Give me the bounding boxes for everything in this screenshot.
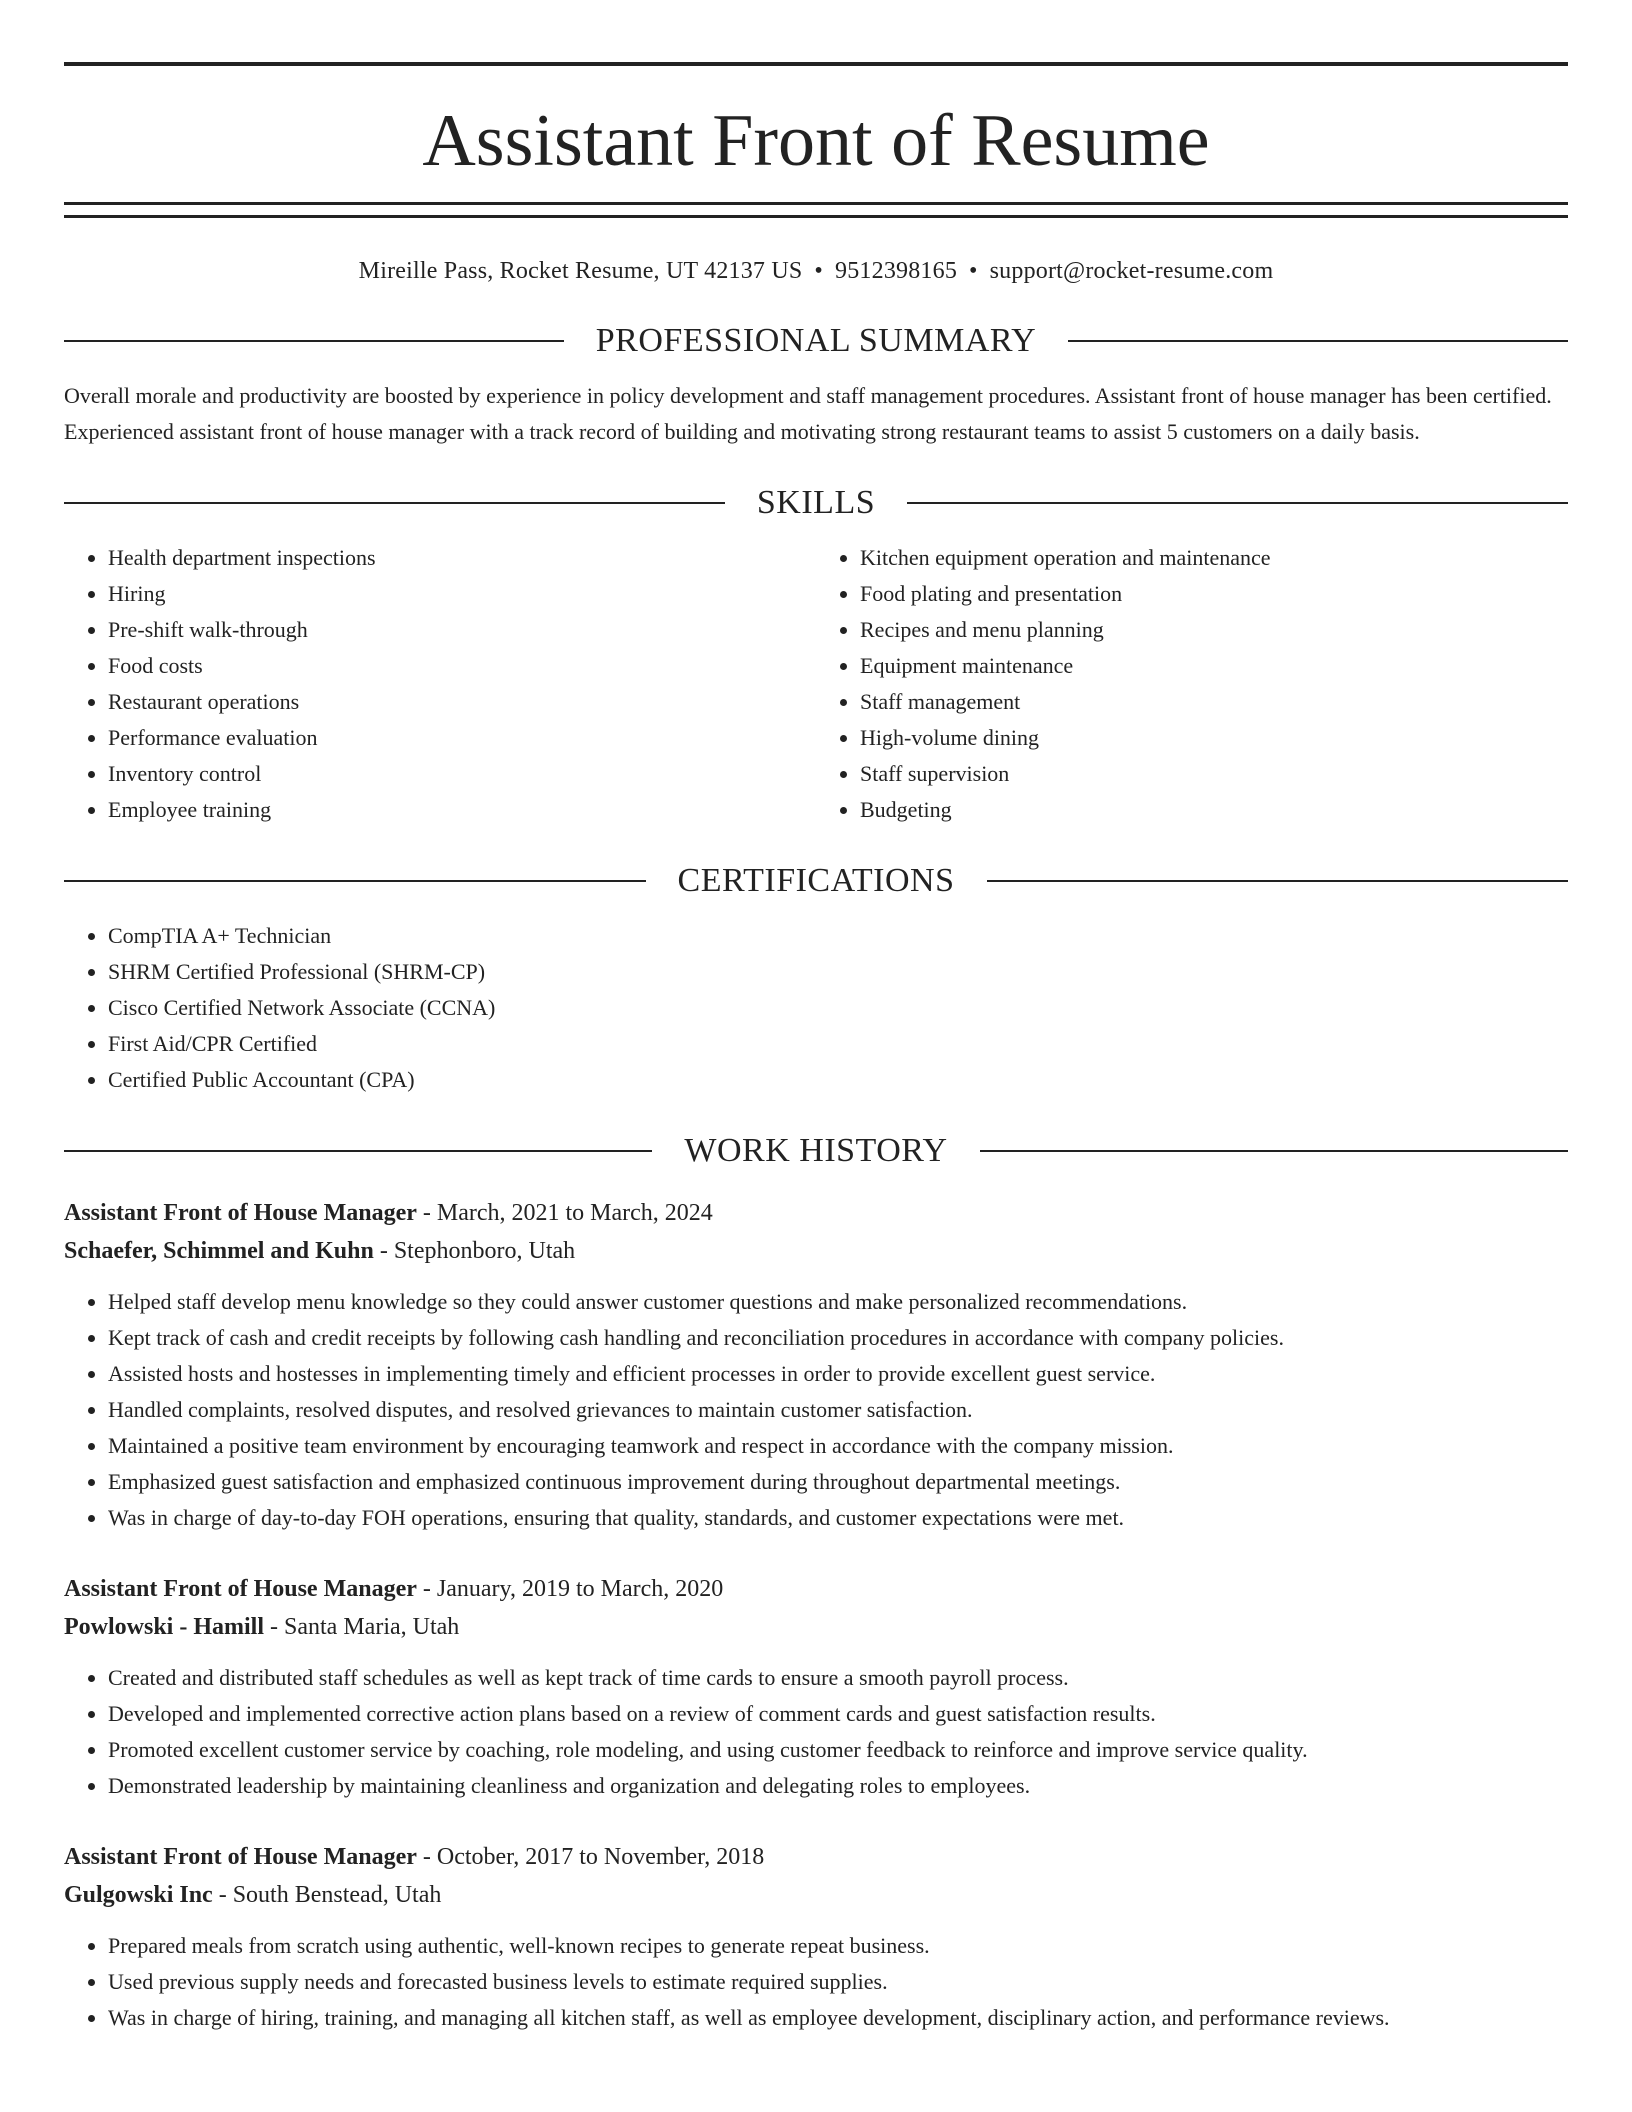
section-rule-right <box>987 880 1569 882</box>
job-location: - Stephonboro, Utah <box>373 1238 576 1264</box>
skill-item: • Staff supervision <box>860 756 1568 792</box>
job-bullet: • Prepared meals from scratch using authentic, well-known recipes to generate repeat business. <box>108 1928 1568 1964</box>
job-bullet: • Demonstrated leadership by maintaining cleanliness and organization and delegating roles to employees. <box>108 1768 1568 1804</box>
job-company-line <box>64 1876 1568 1914</box>
job-title-line <box>64 1838 1568 1876</box>
section-rule-right <box>907 502 1568 504</box>
top-rule <box>64 62 1568 66</box>
job-bullet: • Kept track of cash and credit receipts by following cash handling and reconciliation procedures in accordance with company policies. <box>108 1320 1568 1356</box>
skill-item: • Performance evaluation <box>108 720 816 756</box>
job-title: Assistant Front of House Manager <box>64 1844 417 1870</box>
section-rule-right <box>980 1150 1568 1152</box>
skill-item: • Recipes and menu planning <box>860 612 1568 648</box>
job-company-line <box>64 1608 1568 1646</box>
job-bullet: • Assisted hosts and hostesses in implementing timely and efficient processes in order to provide excellent guest service. <box>108 1356 1568 1392</box>
certification-item: • Cisco Certified Network Associate (CCNA) <box>108 990 1568 1026</box>
job-entry <box>64 1570 1568 1804</box>
job-bullet: • Created and distributed staff schedules as well as kept track of time cards to ensure a smooth payroll process. <box>108 1660 1568 1696</box>
certification-item: • Certified Public Accountant (CPA) <box>108 1062 1568 1098</box>
job-dates: - October, 2017 to November, 2018 <box>416 1844 765 1870</box>
skill-item: • Employee training <box>108 792 816 828</box>
job-bullet: • Developed and implemented corrective action plans based on a review of comment cards and guest satisfaction results. <box>108 1696 1568 1732</box>
summary-heading: PROFESSIONAL SUMMARY <box>595 322 1037 359</box>
job-dates: - January, 2019 to March, 2020 <box>416 1576 724 1602</box>
skill-item: • Budgeting <box>860 792 1568 828</box>
section-rule-right <box>1068 340 1568 342</box>
skill-item: • Staff management <box>860 684 1568 720</box>
job-dates: - March, 2021 to March, 2024 <box>416 1200 713 1226</box>
work-section-header <box>64 1128 1568 1174</box>
skill-item: • Pre-shift walk-through <box>108 612 816 648</box>
job-location: - Santa Maria, Utah <box>264 1614 460 1640</box>
title-double-rule <box>64 202 1568 218</box>
summary-section-header <box>64 318 1568 364</box>
contact-email: support@rocket-resume.com <box>989 258 1274 284</box>
certification-item: • First Aid/CPR Certified <box>108 1026 1568 1062</box>
skill-item: • Food costs <box>108 648 816 684</box>
job-company-line <box>64 1232 1568 1270</box>
section-rule-left <box>64 502 725 504</box>
job-bullets <box>64 1928 1568 2036</box>
certification-item: • SHRM Certified Professional (SHRM-CP) <box>108 954 1568 990</box>
job-company: Schaefer, Schimmel and Kuhn <box>64 1238 374 1264</box>
section-rule-left <box>64 340 564 342</box>
job-location: - South Benstead, Utah <box>212 1882 442 1908</box>
job-title-line <box>64 1194 1568 1232</box>
skill-item: • Restaurant operations <box>108 684 816 720</box>
job-bullet: • Promoted excellent customer service by coaching, role modeling, and using customer feedback to reinforce and improve service quality. <box>108 1732 1568 1768</box>
skill-item: • Inventory control <box>108 756 816 792</box>
job-bullets <box>64 1284 1568 1536</box>
skills-list-left <box>64 540 816 828</box>
contact-separator: • <box>969 258 978 284</box>
job-bullet: • Maintained a positive team environment by encouraging teamwork and respect in accordance with the company mission. <box>108 1428 1568 1464</box>
job-bullet: • Emphasized guest satisfaction and emphasized continuous improvement during throughout departmental meetings. <box>108 1464 1568 1500</box>
job-bullet: • Helped staff develop menu knowledge so they could answer customer questions and make personalized recommendations. <box>108 1284 1568 1320</box>
skills-columns <box>64 540 1568 828</box>
job-bullet: • Was in charge of day-to-day FOH operations, ensuring that quality, standards, and customer expectations were met. <box>108 1500 1568 1536</box>
job-company: Gulgowski Inc <box>64 1882 213 1908</box>
skills-section-header <box>64 480 1568 526</box>
contact-separator: • <box>814 258 824 284</box>
job-bullet: • Used previous supply needs and forecasted business levels to estimate required supplies. <box>108 1964 1568 2000</box>
contact-line <box>64 254 1568 288</box>
skill-item: • Food plating and presentation <box>860 576 1568 612</box>
skill-item: • Equipment maintenance <box>860 648 1568 684</box>
job-bullet: • Was in charge of hiring, training, and managing all kitchen staff, as well as employee development, disciplinary action, and performance reviews. <box>108 2000 1568 2036</box>
resume-title: Assistant Front of Resume <box>422 100 1210 182</box>
work-heading: WORK HISTORY <box>684 1132 948 1169</box>
contact-phone: 9512398165 <box>835 258 958 284</box>
job-title-line <box>64 1570 1568 1608</box>
section-rule-left <box>64 880 646 882</box>
certification-item: • CompTIA A+ Technician <box>108 918 1568 954</box>
skills-list-right <box>816 540 1568 828</box>
job-entry <box>64 1194 1568 1536</box>
skill-item: • Kitchen equipment operation and maintenance <box>860 540 1568 576</box>
section-rule-left <box>64 1150 652 1152</box>
job-bullets <box>64 1660 1568 1804</box>
resume-page <box>64 0 1568 2036</box>
job-company: Powlowski - Hamill <box>64 1614 265 1640</box>
summary-text: Overall morale and productivity are boosted by experience in policy development and staff management procedures. Assistant front of house manager has been certified. Experienced assistant front of house manager with a track record of building and motivating strong restaurant teams to assist 5 customers on a daily basis. <box>64 383 1552 444</box>
job-entry <box>64 1838 1568 2036</box>
certifications-list <box>64 918 1568 1098</box>
skills-heading: SKILLS <box>756 484 876 521</box>
skill-item: • High-volume dining <box>860 720 1568 756</box>
skill-item: • Hiring <box>108 576 816 612</box>
certifications-section-header <box>64 858 1568 904</box>
contact-address: Mireille Pass, Rocket Resume, UT 42137 US <box>358 258 803 284</box>
job-bullet: • Handled complaints, resolved disputes, and resolved grievances to maintain customer satisfaction. <box>108 1392 1568 1428</box>
skill-item: • Health department inspections <box>108 540 816 576</box>
job-title: Assistant Front of House Manager <box>64 1576 417 1602</box>
certifications-heading: CERTIFICATIONS <box>677 862 955 899</box>
job-title: Assistant Front of House Manager <box>64 1200 417 1226</box>
